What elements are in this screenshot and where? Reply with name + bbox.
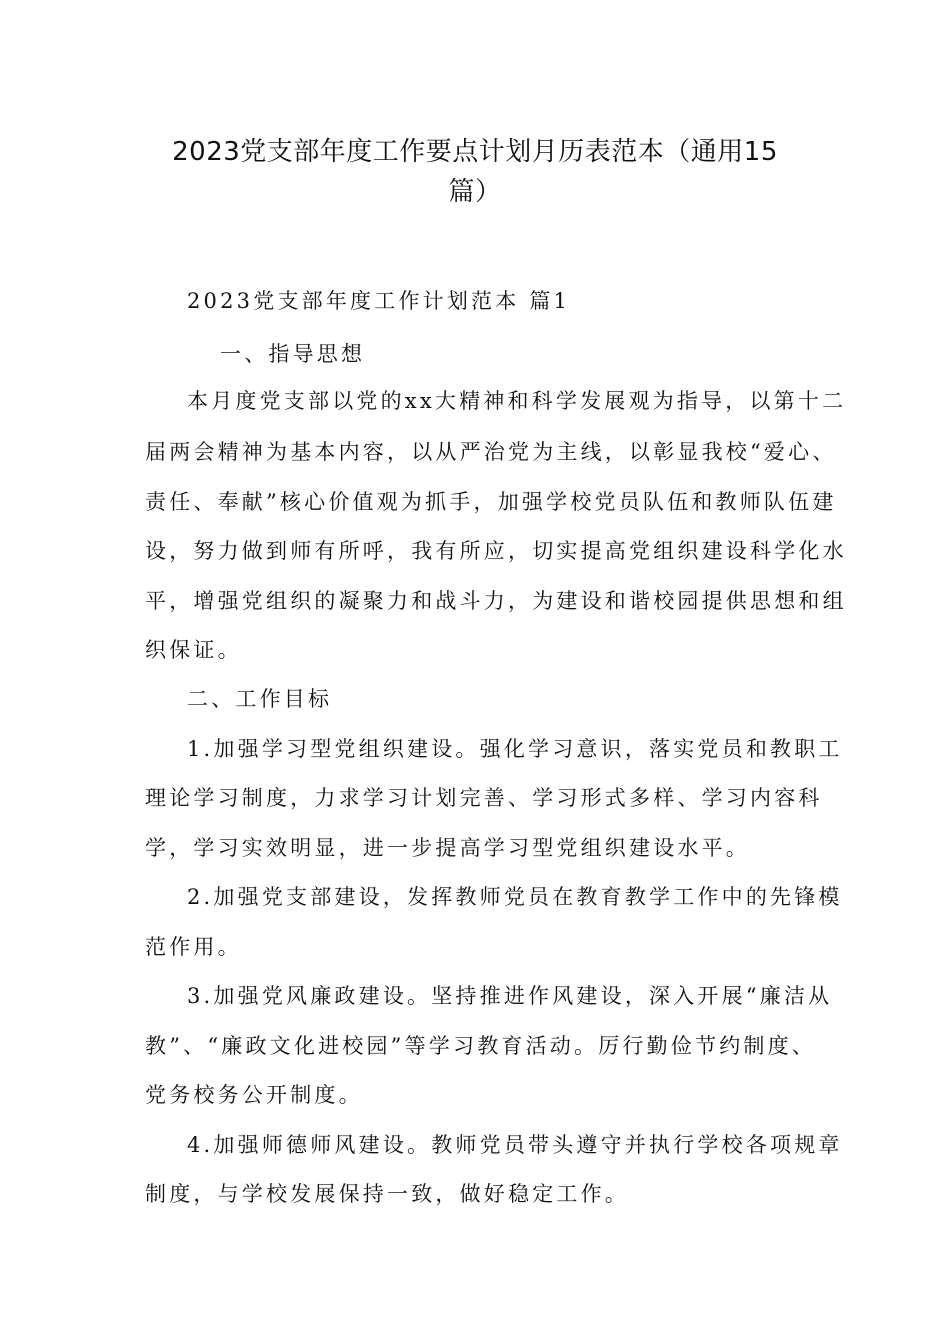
goal-4-line: 4.加强师德师风建设。教师党员带头遵守并执行学校各项规章 <box>187 1133 843 1157</box>
goal-3-line: 党务校务公开制度。 <box>145 1083 363 1107</box>
section-1-line: 平，增强党组织的凝聚力和战斗力，为建设和谐校园提供思想和组 <box>145 589 847 613</box>
section-1-line: 责任、奉献”核心价值观为抓手，加强学校党员队伍和教师队伍建 <box>145 490 837 514</box>
section-1-line: 织保证。 <box>145 638 242 662</box>
goal-2-line: 2.加强党支部建设，发挥教师党员在教育教学工作中的先锋模 <box>187 885 843 909</box>
section-1-line: 本月度党支部以党的xx大精神和科学发展观为指导，以第十二 <box>187 389 847 413</box>
goal-2-line: 范作用。 <box>145 935 242 959</box>
section-1-heading: 一、指导思想 <box>220 342 366 366</box>
goal-1-line: 理论学习制度，力求学习计划完善、学习形式多样、学习内容科 <box>145 786 823 810</box>
goal-1-line: 学，学习实效明显，进一步提高学习型党组织建设水平。 <box>145 836 750 860</box>
goal-3-line: 教”、“廉政文化进校园”等学习教育活动。厉行勤俭节约制度、 <box>145 1034 817 1058</box>
section-1-line: 届两会精神为基本内容，以从严治党为主线，以彰显我校“爱心、 <box>145 440 837 464</box>
goal-3-line: 3.加强党风廉政建设。坚持推进作风建设，深入开展“廉洁从 <box>187 984 833 1008</box>
section-1-line: 设，努力做到师有所呼，我有所应，切实提高党组织建设科学化水 <box>145 539 847 563</box>
document-title-line-2: 篇） <box>448 177 502 207</box>
document-title-line-1: 2023党支部年度工作要点计划月历表范本（通用15 <box>172 137 778 167</box>
goal-4-line: 制度，与学校发展保持一致，做好稳定工作。 <box>145 1182 629 1206</box>
document-subheading: 2023党支部年度工作计划范本 篇1 <box>187 289 571 313</box>
section-2-heading: 二、工作目标 <box>187 687 333 711</box>
goal-1-line: 1.加强学习型党组织建设。强化学习意识，落实党员和教职工 <box>187 737 843 761</box>
